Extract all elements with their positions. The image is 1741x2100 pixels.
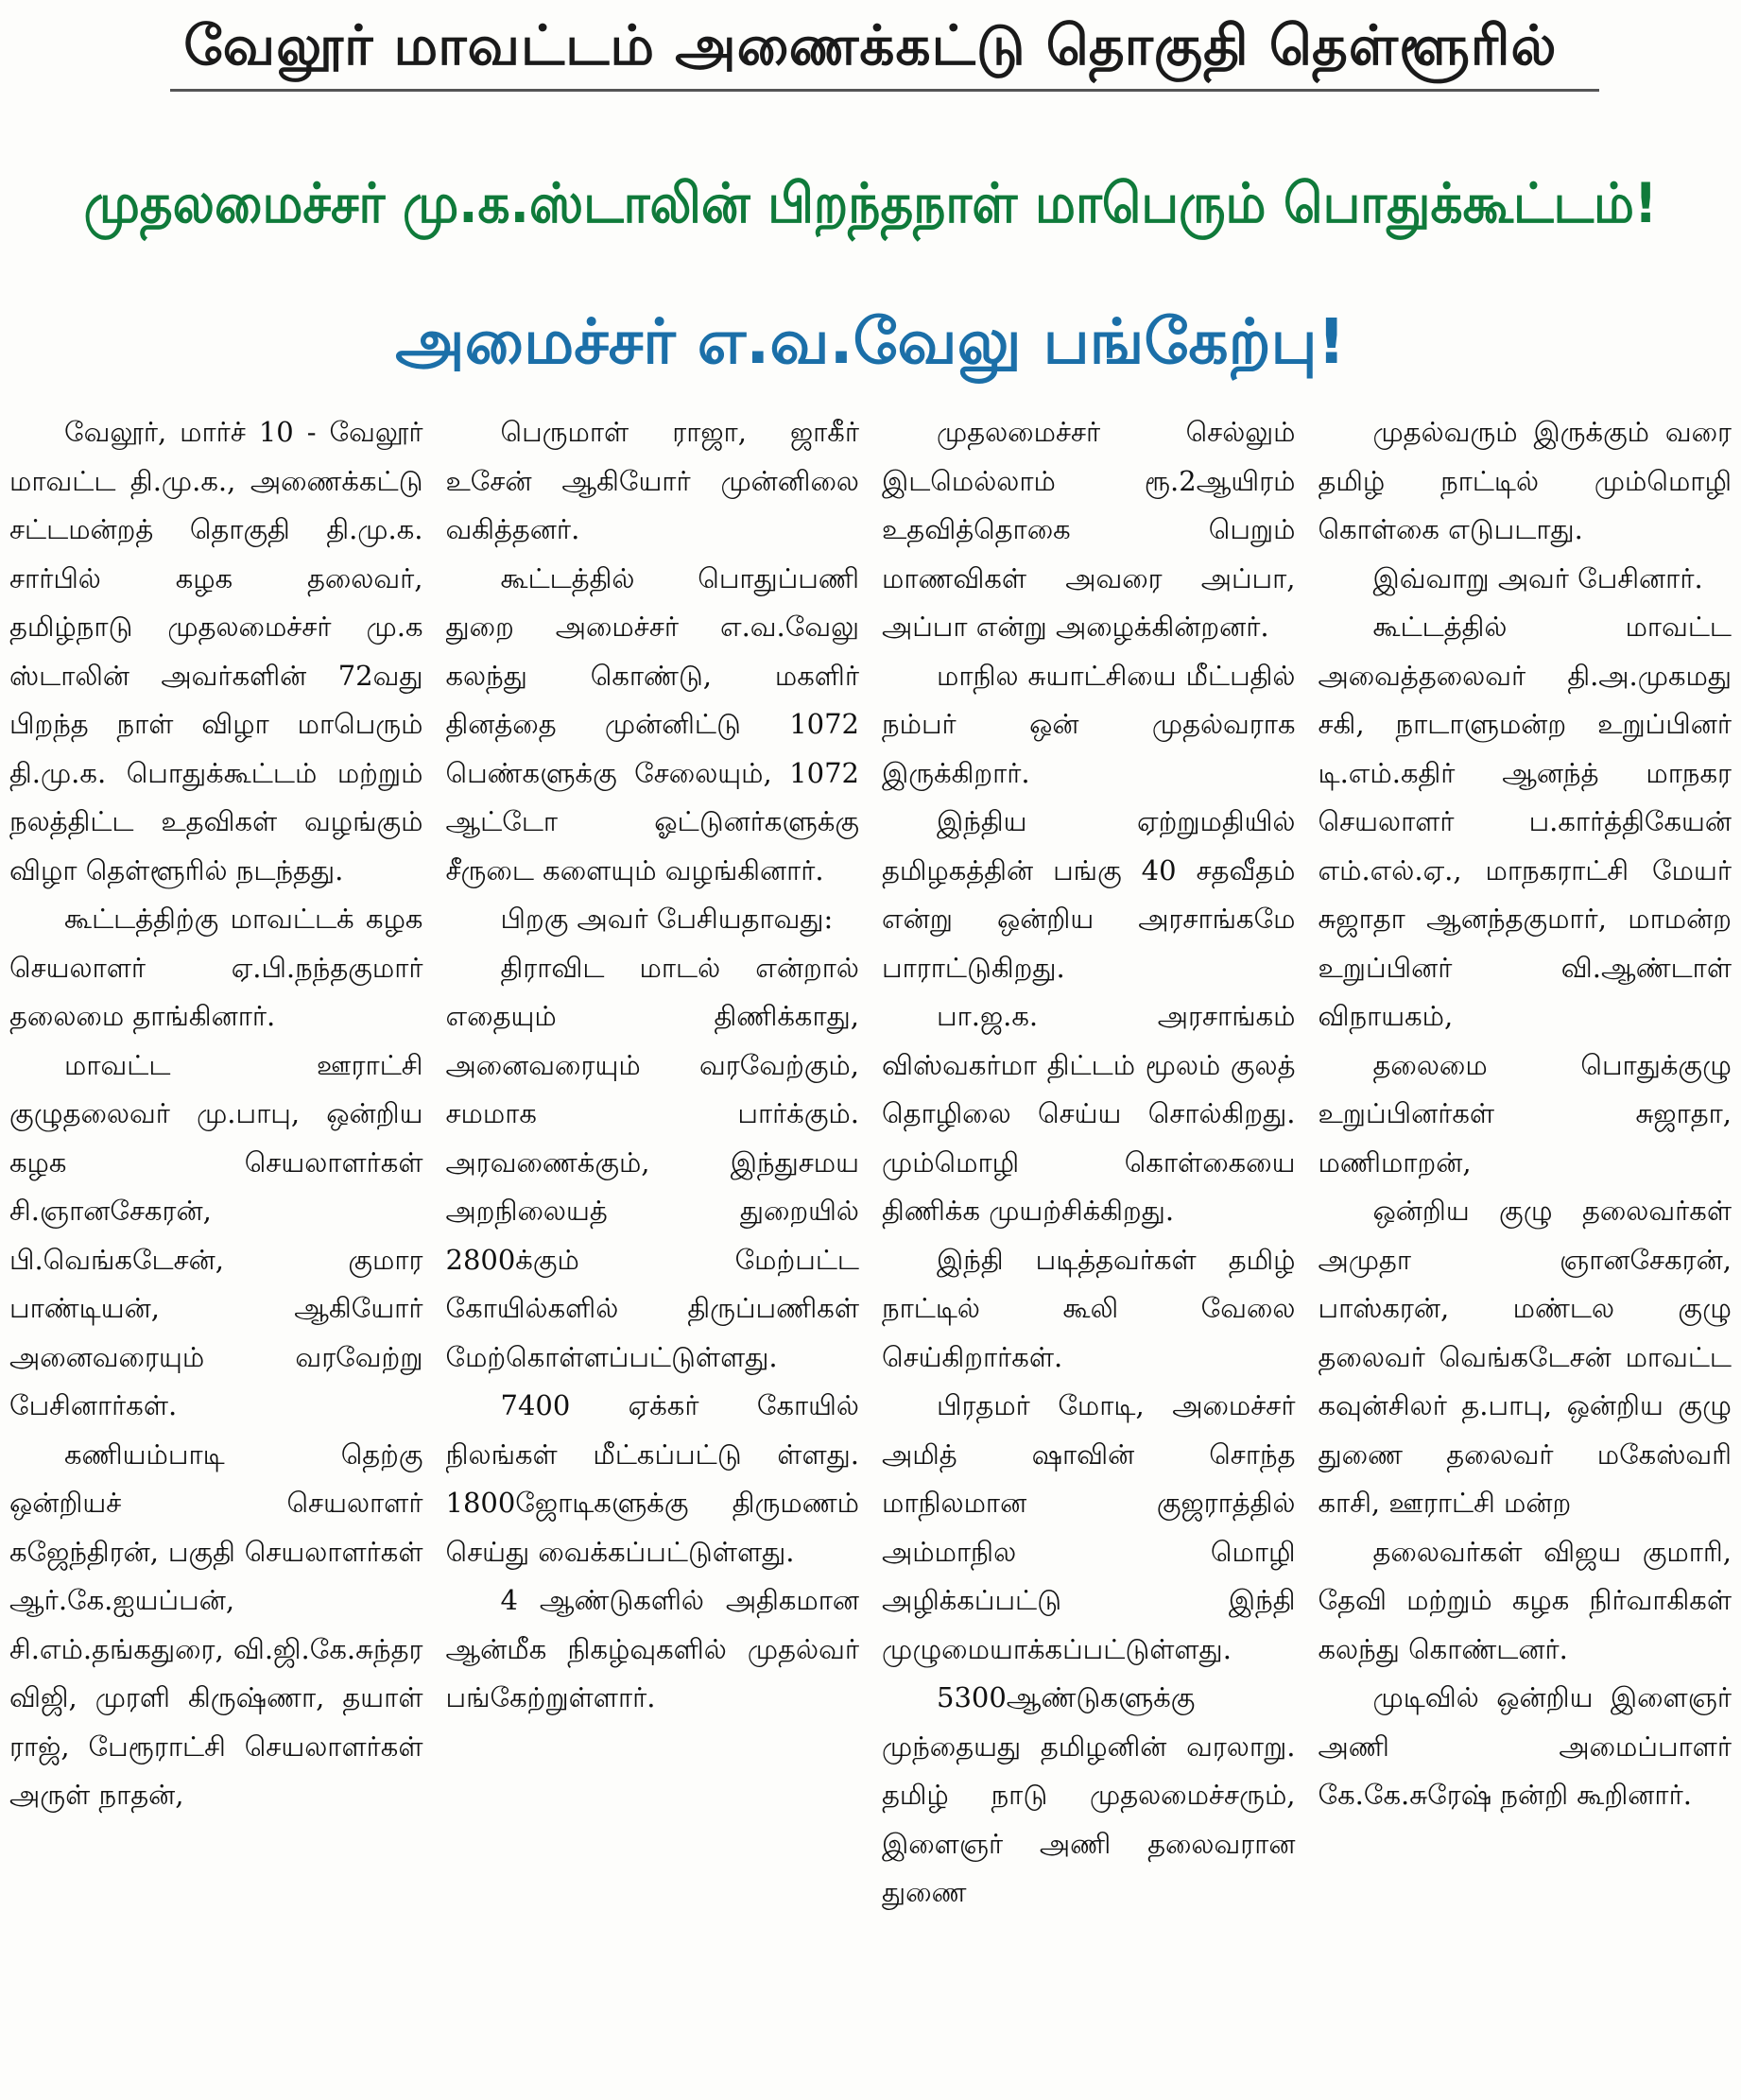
article-body: [9, 408, 1732, 2091]
paragraph: 4 ஆண்டுகளில் அதிகமான ஆன்மீக நிகழ்வுகளில் முதல்வர் பங்கேற்றுள்ளார்.: [445, 1584, 859, 1713]
paragraph: கூட்டத்தில் மாவட்ட அவைத்தலைவர் தி.அ.முகமது சகி, நாடாளுமன்ற உறுப்பினர் டி.எம்.கதிர் ஆனந்த் மாநகர செயலாளர் ப.கார்த்திகேயன் எம்.எல்.ஏ., மாநகராட்சி மேயர் சுஜாதா ஆனந்தகுமார், மாமன்ற உறுப்பினர் வி.ஆண்டாள் விநாயகம்,: [1318, 611, 1732, 1032]
main-headline: முதலமைச்சர் மு.க.ஸ்டாலின் பிறந்தநாள் மாபெரும் பொதுக்கூட்டம்!: [83, 171, 1658, 235]
paragraph: 5300ஆண்டுகளுக்கு முந்தையது தமிழனின் வரலாறு. தமிழ் நாடு முதலமைச்சரும், இளைஞர் அணி தலைவரான துணை: [882, 1681, 1296, 1908]
paragraph: முதல்வரும் இருக்கும் வரை தமிழ் நாட்டில் மும்மொழி கொள்கை எடுபடாது.: [1318, 416, 1732, 545]
paragraph: தலைமை பொதுக்குழு உறுப்பினர்கள் சுஜாதா, மணிமாறன்,: [1318, 1048, 1732, 1179]
paragraph: முதலமைச்சர் செல்லும் இடமெல்லாம் ரூ.2ஆயிரம் உதவித்தொகை பெறும் மாணவிகள் அவரை அப்பா, அப்பா என்று அழைக்கின்றனர்.: [882, 416, 1296, 643]
article-column-1: [9, 408, 423, 2091]
paragraph: இவ்வாறு அவர் பேசினார்.: [1372, 561, 1703, 594]
paragraph: மாவட்ட ஊராட்சி குழுதலைவர் மு.பாபு, ஒன்றிய கழக செயலாளர்கள் சி.ஞானசேகரன், பி.வெங்கடேசன், குமார பாண்டியன், ஆகியோர் அனைவரையும் வரவேற்று பேசினார்கள்.: [9, 1048, 423, 1421]
paragraph: பிரதமர் மோடி, அமைச்சர் அமித் ஷாவின் சொந்த மாநிலமான குஜராத்தில் அம்மாநில மொழி அழிக்கப்பட்டு இந்தி முழுமையாக்கப்பட்டுள்ளது.: [882, 1389, 1296, 1665]
sub-headline: அமைச்சர் எ.வ.வேலு பங்கேற்பு!: [395, 305, 1346, 378]
article-column-3: [882, 408, 1296, 2091]
paragraph: ஒன்றிய குழு தலைவர்கள் அமுதா ஞானசேகரன், பாஸ்கரன், மண்டல குழு தலைவர் வெங்கடேசன் மாவட்ட கவுன்சிலர் த.பாபு, ஒன்றிய குழு துணை தலைவர் மகேஸ்வரி காசி, ஊராட்சி மன்ற: [1318, 1195, 1732, 1519]
kicker-headline: வேலூர் மாவட்டம் அணைக்கட்டு தொகுதி தெள்ளூரில்: [183, 13, 1558, 77]
paragraph: கணியம்பாடி தெற்கு ஒன்றியச் செயலாளர் கஜேந்திரன், பகுதி செயலாளர்கள் ஆர்.கே.ஐயப்பன், சி.எம்.தங்கதுரை, வி.ஜி.கே.சுந்தர விஜி, முரளி கிருஷ்ணா, தயாள் ராஜ், பேரூராட்சி செயலாளர்கள் அருள் நாதன்,: [9, 1437, 423, 1811]
article-column-4: [1319, 408, 1732, 2091]
paragraph: வேலூர், மார்ச் 10 - வேலூர் மாவட்ட தி.மு.க., அணைக்கட்டு சட்டமன்றத் தொகுதி தி.மு.க. சார்பில் கழக தலைவர், தமிழ்நாடு முதலமைச்சர் மு.க ஸ்டாலின் அவர்களின் 72வது பிறந்த நாள் விழா மாபெரும் தி.மு.க. பொதுக்கூட்டம் மற்றும் நலத்திட்ட உதவிகள் வழங்கும் விழா தெள்ளூரில் நடந்தது.: [9, 416, 423, 886]
paragraph: திராவிட மாடல் என்றால் எதையும் திணிக்காது, அனைவரையும் வரவேற்கும், சமமாக பார்க்கும். அரவணைக்கும், இந்துசமய அறநிலையத் துறையில் 2800க்கும் மேற்பட்ட கோயில்களில் திருப்பணிகள் மேற்கொள்ளப்பட்டுள்ளது.: [445, 951, 859, 1373]
paragraph: தலைவர்கள் விஜய குமாரி, தேவி மற்றும் கழக நிர்வாகிகள் கலந்து கொண்டனர்.: [1318, 1535, 1732, 1665]
paragraph: கூட்டத்தில் பொதுப்பணி துறை அமைச்சர் எ.வ.வேலு கலந்து கொண்டு, மகளிர் தினத்தை முன்னிட்டு 1072 பெண்களுக்கு சேலையும், 1072 ஆட்டோ ஓட்டுனர்களுக்கு சீருடை களையும் வழங்கினார்.: [445, 561, 859, 886]
paragraph: பா.ஜ.க. அரசாங்கம் விஸ்வகர்மா திட்டம் மூலம் குலத் தொழிலை செய்ய சொல்கிறது. மும்மொழி கொள்கையை திணிக்க முயற்சிக்கிறது.: [882, 1000, 1296, 1227]
paragraph: பெருமாள் ராஜா, ஜாகீர் உசேன் ஆகியோர் முன்னிலை வகித்தனர்.: [445, 416, 859, 545]
paragraph: 7400 ஏக்கர் கோயில் நிலங்கள் மீட்கப்பட்டு ள்ளது. 1800ஜோடிகளுக்கு திருமணம் செய்து வைக்கப்பட்டுள்ளது.: [445, 1389, 859, 1568]
article-column-2: [446, 408, 860, 2091]
headline-divider: [170, 89, 1599, 92]
paragraph: இந்தி படித்தவர்கள் தமிழ் நாட்டில் கூலி வேலை செய்கிறார்கள்.: [882, 1243, 1296, 1373]
paragraph: பிறகு அவர் பேசியதாவது:: [500, 903, 834, 935]
paragraph: இந்திய ஏற்றுமதியில் தமிழகத்தின் பங்கு 40 சதவீதம் என்று ஒன்றிய அரசாங்கமே பாராட்டுகிறது.: [882, 805, 1296, 984]
paragraph: கூட்டத்திற்கு மாவட்டக் கழக செயலாளர் ஏ.பி.நந்தகுமார் தலைமை தாங்கினார்.: [9, 903, 423, 1032]
paragraph: முடிவில் ஒன்றிய இளைஞர் அணி அமைப்பாளர் கே.கே.சுரேஷ் நன்றி கூறினார்.: [1318, 1681, 1732, 1811]
paragraph: மாநில சுயாட்சியை மீட்பதில் நம்பர் ஒன் முதல்வராக இருக்கிறார்.: [882, 659, 1296, 789]
